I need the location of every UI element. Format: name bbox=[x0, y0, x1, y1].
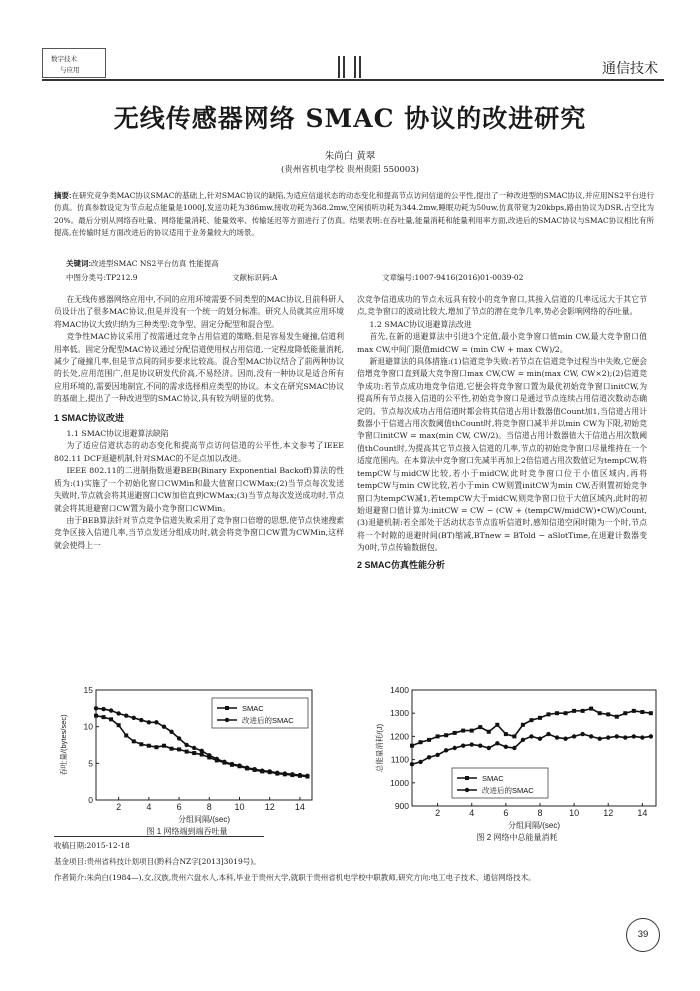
data-point bbox=[139, 718, 143, 722]
data-point bbox=[555, 711, 559, 715]
x-tick-label: 14 bbox=[294, 802, 305, 812]
data-point bbox=[436, 734, 440, 738]
energy-chart bbox=[372, 684, 662, 832]
data-point bbox=[563, 737, 567, 741]
data-point bbox=[230, 762, 234, 766]
data-point bbox=[260, 768, 264, 772]
data-point bbox=[589, 734, 593, 738]
data-point bbox=[298, 773, 302, 777]
data-point bbox=[640, 710, 644, 714]
y-tick-label: 1200 bbox=[390, 731, 409, 742]
data-point bbox=[418, 760, 422, 764]
x-tick-label: 4 bbox=[146, 802, 152, 812]
data-point bbox=[435, 753, 439, 757]
received-date: 收稿日期:2015-12-18 bbox=[54, 841, 130, 850]
data-point bbox=[504, 732, 508, 736]
legend-marker bbox=[225, 706, 229, 710]
data-point bbox=[487, 746, 491, 750]
data-point bbox=[478, 725, 482, 729]
paragraph: 为了适应信道状态的动态变化和提高节点访问信道的公平性,本文参考了IEEE 802.11 DCF退避机制,针对SMAC的不足点加以改进。 bbox=[54, 441, 344, 463]
data-point bbox=[305, 774, 309, 778]
footnote-rule bbox=[54, 836, 264, 837]
data-point bbox=[427, 738, 431, 742]
y-tick-label: 1300 bbox=[390, 708, 409, 719]
data-point bbox=[512, 734, 516, 738]
x-tick-label: 6 bbox=[176, 802, 182, 812]
data-point bbox=[632, 709, 636, 713]
figure1-caption: 图 1 网络端到端吞吐量 bbox=[146, 827, 228, 836]
data-point bbox=[581, 709, 585, 713]
x-tick-label: 14 bbox=[637, 808, 648, 818]
data-point bbox=[564, 711, 568, 715]
data-point bbox=[177, 736, 181, 740]
doc-code: 文献标识码:A bbox=[232, 273, 278, 282]
section-heading: 2 SMAC仿真性能分析 bbox=[357, 559, 446, 570]
x-tick-label: 8 bbox=[537, 808, 543, 818]
data-point bbox=[589, 707, 593, 711]
affiliation: (贵州省机电学校 贵州贵阳 550003) bbox=[281, 165, 419, 175]
legend-label: 改进后的SMAC bbox=[242, 716, 294, 725]
x-axis-label: 分组间隔/(sec) bbox=[178, 815, 230, 824]
paragraph: 竞争性MAC协议采用了按需通过竞争占用信道的策略,但是容易发生碰撞,信道利用率低。固定分配型MAC协议通过分配信道使用权占用信道,一定程度降低能量消耗,减少了碰撞几率,但是节点间的同步要求比较高。混合型MAC协议结合了前两种协议的长处,应用范围广,但是协议研发代价高,不易经济。因而,没有一种协议是适合所有应用环境的,需要因地制宜,不同的需求选择相应类型的协议。本文在研究SMAC协议的基础上,提出了一种改进型的SMAC协议,具有较为明显的优势。 bbox=[54, 332, 344, 404]
data-point bbox=[461, 729, 465, 733]
legend-marker bbox=[225, 718, 229, 722]
data-point bbox=[632, 734, 636, 738]
data-point bbox=[132, 716, 136, 720]
data-point bbox=[419, 740, 423, 744]
figure2-caption: 图 2 网络中总能量消耗 bbox=[476, 833, 558, 842]
data-point bbox=[410, 744, 414, 748]
data-point bbox=[101, 707, 105, 711]
y-tick-label: 5 bbox=[88, 758, 93, 769]
data-point bbox=[487, 730, 491, 734]
data-point bbox=[649, 711, 653, 715]
data-point bbox=[623, 711, 627, 715]
data-point bbox=[461, 743, 465, 747]
data-point bbox=[546, 732, 550, 736]
x-tick-label: 6 bbox=[503, 808, 509, 818]
data-point bbox=[184, 743, 188, 747]
x-tick-label: 4 bbox=[469, 808, 475, 818]
data-point bbox=[598, 711, 602, 715]
data-point bbox=[116, 711, 120, 715]
journal-logo bbox=[42, 48, 106, 78]
data-point bbox=[177, 747, 181, 751]
header-divider bbox=[343, 56, 345, 78]
y-tick-label: 15 bbox=[83, 685, 93, 695]
abstract-text: 在研究竞争类MAC协议SMAC的基础上,针对SMAC协议的缺陷,为适应信道状态的动态变化和提高节点访问信道的公平性,提出了一种改进型的SMAC协议,并应用NS2平台进行仿真。仿真参数设定为节点起点能量是1000J,发送功耗为386mw,接收功耗为368.2mw,空闲侦听功耗为344.2mw,睡眠功耗为50uw,仿真带宽为20kbps,路由协议为DSR,占空比为20%。最后分别从网络吞吐量、网络能量消耗、能量效率、传输延迟等方面进行了仿真。结果表明:在吞吐量,能量消耗和能量利用率方面,改进后的SMAC协议与SMAC协议相比有所提高,在传输时延方面改进后的协议适用于业务量较大的场景。 bbox=[54, 191, 655, 237]
keywords-label: 关键词: bbox=[66, 259, 91, 268]
data-point bbox=[139, 742, 143, 746]
data-point bbox=[580, 732, 584, 736]
data-point bbox=[470, 729, 474, 733]
data-point bbox=[102, 715, 106, 719]
data-point bbox=[154, 720, 158, 724]
data-point bbox=[547, 712, 551, 716]
data-point bbox=[572, 734, 576, 738]
data-point bbox=[192, 751, 196, 755]
data-point bbox=[132, 739, 136, 743]
data-point bbox=[215, 757, 219, 761]
paragraph: 次竞争信道成功的节点永远具有较小的竞争窗口,其接入信道的几率远远大于其它节点,竞争窗口的波动比较大,增加了节点的潜在竞争几率,势必会影响网络的吞吐量。 bbox=[357, 295, 647, 317]
subsection-heading: 1.2 SMAC协议退避算法改进 bbox=[369, 319, 472, 329]
author-bio: 作者简介:朱尚白(1984—),女,汉族,贵州六盘水人,本科,毕业于贵州大学,就职于贵州省机电学校中职教师,研究方向:电工电子技术、通信网络技术。 bbox=[54, 873, 536, 882]
left-column bbox=[54, 294, 344, 552]
data-point bbox=[649, 734, 653, 738]
y-tick-label: 1000 bbox=[390, 777, 409, 788]
x-tick-label: 2 bbox=[116, 802, 122, 812]
right-column bbox=[357, 294, 647, 571]
keywords bbox=[66, 258, 219, 269]
data-point bbox=[237, 763, 241, 767]
page-number: 39 bbox=[626, 918, 660, 952]
paragraph: 首先,在新的退避算法中引进3个定值,最小竞争窗口值min CW,最大竞争窗口值max CW,中间门限值midCW = (min CW + max CW)/2。 bbox=[357, 332, 647, 354]
data-point bbox=[529, 718, 533, 722]
data-point bbox=[268, 769, 272, 773]
y-tick-label: 1100 bbox=[390, 754, 409, 765]
data-point bbox=[200, 749, 204, 753]
data-point bbox=[470, 742, 474, 746]
data-point bbox=[169, 730, 173, 734]
header-rule bbox=[42, 79, 664, 81]
y-tick-label: 1400 bbox=[390, 685, 409, 695]
data-point bbox=[597, 737, 601, 741]
category-label: 通信技术 bbox=[602, 60, 658, 76]
data-point bbox=[185, 750, 189, 754]
data-point bbox=[124, 733, 128, 737]
data-point bbox=[290, 772, 294, 776]
data-point bbox=[555, 735, 559, 739]
data-point bbox=[154, 745, 158, 749]
x-tick-label: 2 bbox=[435, 808, 441, 818]
legend-label: SMAC bbox=[242, 704, 264, 713]
data-point bbox=[109, 708, 113, 712]
authors: 朱尚白 黄翠 bbox=[324, 151, 376, 162]
data-point bbox=[109, 717, 113, 721]
x-tick-label: 8 bbox=[206, 802, 212, 812]
data-point bbox=[427, 755, 431, 759]
x-tick-label: 12 bbox=[603, 808, 614, 818]
data-point bbox=[245, 766, 249, 770]
legend-label: SMAC bbox=[482, 774, 504, 783]
y-tick-label: 900 bbox=[394, 801, 409, 811]
data-point bbox=[623, 735, 627, 739]
data-point bbox=[162, 744, 166, 748]
x-tick-label: 12 bbox=[264, 802, 275, 812]
data-point bbox=[444, 733, 448, 737]
data-point bbox=[615, 715, 619, 719]
x-axis-label: 分组间隔/(sec) bbox=[508, 821, 560, 830]
article-number: 文章编号:1007-9416(2016)01-0039-02 bbox=[382, 273, 524, 282]
y-tick-label: 0 bbox=[88, 795, 93, 805]
data-point bbox=[521, 723, 525, 727]
data-point bbox=[222, 760, 226, 764]
header-divider bbox=[354, 56, 356, 78]
header-divider bbox=[338, 56, 340, 78]
data-point bbox=[192, 746, 196, 750]
section-heading: 1 SMAC协议改进 bbox=[54, 412, 125, 423]
y-axis-label: 吞吐量/(bytes/sec) bbox=[59, 714, 68, 776]
data-point bbox=[521, 738, 525, 742]
x-tick-label: 10 bbox=[234, 802, 245, 812]
data-point bbox=[478, 743, 482, 747]
data-point bbox=[572, 709, 576, 713]
data-point bbox=[452, 746, 456, 750]
data-point bbox=[207, 753, 211, 757]
data-point bbox=[252, 767, 256, 771]
header-divider bbox=[359, 56, 361, 78]
data-point bbox=[170, 747, 174, 751]
data-point bbox=[615, 734, 619, 738]
data-point bbox=[504, 745, 508, 749]
x-tick-label: 10 bbox=[569, 808, 580, 818]
logo-line1: 数字技术 bbox=[51, 55, 77, 63]
data-point bbox=[124, 713, 128, 717]
legend-label: 改进后的SMAC bbox=[482, 786, 534, 795]
throughput-chart bbox=[56, 684, 318, 826]
data-point bbox=[94, 706, 98, 710]
data-point bbox=[495, 723, 499, 727]
data-point bbox=[529, 734, 533, 738]
data-point bbox=[275, 771, 279, 775]
paper-title: 无线传感器网络 SMAC 协议的改进研究 bbox=[113, 104, 587, 133]
fund-note: 基金项目:贵州省科技计划项目(黔科合NZ字[2013]3019号)。 bbox=[54, 857, 261, 866]
data-point bbox=[538, 737, 542, 741]
logo-line2: 与应用 bbox=[60, 66, 80, 74]
paragraph: IEEE 802.11的二进制指数退避BEB(Binary Exponential Backoff)算法的性质为:(1)实施了一个初始化窗口CWMin和最大值窗口CWMax;(2)当节点每次发送失败时,节点就会将其退避窗口CW加倍直到CWMax;(3)当节点每次发送成功时,节点就会将其退避窗口CW置为最小竞争窗口CWMin。 bbox=[54, 466, 344, 513]
keywords-text: 改进型SMAC NS2平台仿真 性能提高 bbox=[91, 259, 219, 268]
data-point bbox=[606, 735, 610, 739]
paragraph: 在无线传感器网络应用中,不同的应用环境需要不同类型的MAC协议,目前科研人员设计出了很多MAC协议,但是并没有一个统一的划分标准。研究人员就其应用环境将MAC协议大致归纳为三种类型:竞争型、固定分配型和混合型。 bbox=[54, 295, 344, 329]
abstract-label: 摘要: bbox=[54, 191, 72, 200]
data-point bbox=[495, 741, 499, 745]
legend-marker bbox=[465, 776, 469, 780]
data-point bbox=[283, 771, 287, 775]
clc-number: 中图分类号:TP212.9 bbox=[66, 273, 138, 282]
data-point bbox=[147, 720, 151, 724]
data-point bbox=[147, 744, 151, 748]
data-point bbox=[606, 712, 610, 716]
paragraph: 由于BEB算法针对节点竞争信道失败采用了竞争窗口倍增的思想,使节点快速搜索竞争区接入信道几率,当节点发送分组成功时,就会将竞争窗口CW置为CWMin,这样就会使得上一 bbox=[54, 515, 344, 550]
data-point bbox=[200, 753, 204, 757]
series-line bbox=[412, 709, 651, 746]
data-point bbox=[453, 731, 457, 735]
paragraph: 新退避算法的具体措施:(1)信道竞争失败:若节点在信道竞争过程当中失败,它便会倍增竞争窗口直到最大竞争窗口max CW,CW = min(max CW, CW×2);(2)信道竞争成功:若节点成功地竞争信道,它便会将竞争窗口置为最优初始竞争窗口initCW,为提高所有节点接入信道的公平性,初始竞争窗口是通过节点连续占用信道次数动态确定的。节点每次成功占用信道时都会将其信道占用计数器值Count加1,当信道占用计数器小于信道占用次数阈值thCount时,将竞争窗口减半并以min CW为下限,初始竞争窗口initCW = max(min CW, CW/2)。当信道占用计数器值大于信道占用次数阈值thCount时,为提高其它节点接入信道的几率,节点的初始竞争窗口尽量维持在一个适度范围内。在本算法中竞争窗口先减半再加上2倍信道占用次数值记为tempCW,将tempCW与midCW比较,若小于midCW,此时竞争窗口位于小值区域内,再将tempCW与min CW比较,若小于min CW则置initCW为min CW,否则置初始竞争窗口为tempCW减1,若tempCW大于midCW,则竞争窗口位于大值区域内,此时的初始退避窗口值计算为:initCW = CW − (CW + (tempCW/midCW)•CW)/Count,(3)退避机制:若全部处于活动状态节点监听信道时,感知信道空闲时隙为一个时,节点将一个时隙的退避时间(BT)缩减,BTnew = BTold − aSlotTime,在退避计数器变为0时,节点传输数据包。 bbox=[357, 357, 647, 553]
data-point bbox=[94, 714, 98, 718]
data-point bbox=[162, 724, 166, 728]
subsection-heading: 1.1 SMAC协议退避算法缺陷 bbox=[66, 429, 169, 439]
data-point bbox=[512, 746, 516, 750]
y-tick-label: 10 bbox=[83, 721, 93, 732]
abstract bbox=[54, 190, 654, 239]
data-point bbox=[444, 748, 448, 752]
data-point bbox=[410, 762, 414, 766]
legend-marker bbox=[465, 788, 469, 792]
data-point bbox=[538, 716, 542, 720]
data-point bbox=[117, 723, 121, 727]
data-point bbox=[640, 735, 644, 739]
y-axis-label: 总能量消耗/(J) bbox=[375, 723, 384, 773]
